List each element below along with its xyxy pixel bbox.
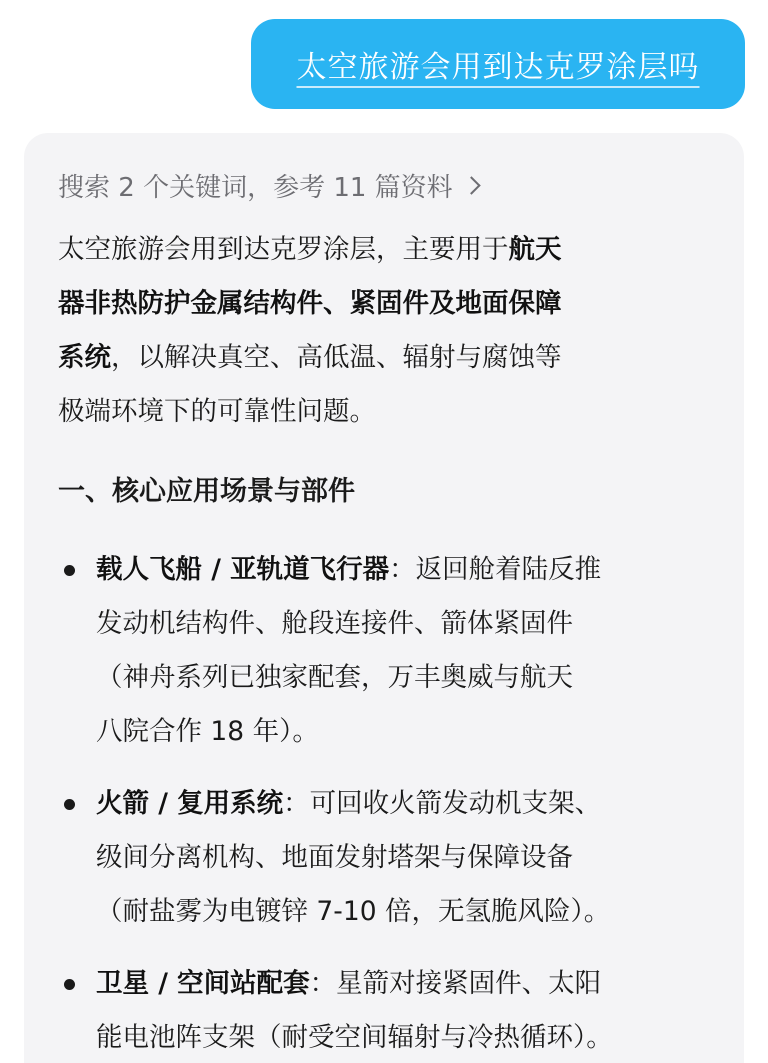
intro-text: 太空旅游会用到达克罗涂层，主要用于	[58, 234, 509, 265]
intro-bold-text: 航天	[508, 234, 562, 265]
list-item	[58, 543, 710, 759]
bullet-text: 返回舱着陆反推	[415, 554, 602, 585]
user-message-text[interactable]: 太空旅游会用到达克罗涂层吗	[296, 50, 700, 85]
list-item	[58, 957, 710, 1063]
chevron-right-icon	[462, 176, 480, 194]
list-item	[58, 777, 710, 939]
bullet-separator: ：	[389, 554, 416, 585]
bullet-text: 可回收火箭发动机支架、	[309, 788, 602, 819]
bullet-text: 发动机结构件、舱段连接件、箭体紧固件	[96, 608, 573, 639]
search-summary-text: 搜索 2 个关键词，参考 11 篇资料	[58, 172, 453, 203]
search-summary-row[interactable]	[58, 163, 710, 207]
bullet-text: 能电池阵支架（耐受空间辐射与冷热循环）。	[96, 1022, 613, 1053]
intro-bold-text: 系统	[58, 342, 111, 373]
intro-bold-text: 器非热防护金属结构件、紧固件及地面保障	[58, 288, 562, 319]
bullet-text: （神舟系列已独家配套，万丰奥威与航天	[96, 662, 573, 693]
application-bullet-list	[58, 543, 710, 1063]
intro-text: 极端环境下的可靠性问题。	[58, 396, 376, 427]
intro-text: ，以解决真空、高低温、辐射与腐蚀等	[111, 342, 562, 373]
answer-intro-paragraph	[58, 223, 710, 439]
bullet-text: （耐盐雾为电镀锌 7-10 倍，无氢脆风险）。	[96, 896, 611, 927]
bullet-dot-icon	[64, 979, 75, 990]
bullet-text: 八院合作 18 年）。	[96, 716, 319, 747]
bullet-separator: ：	[309, 968, 337, 999]
bullet-dot-icon	[64, 799, 75, 810]
section-heading: 一、核心应用场景与部件	[58, 476, 355, 507]
bullet-title: 载人飞船 / 亚轨道飞行器	[96, 554, 390, 585]
assistant-answer-card	[24, 133, 744, 1063]
bullet-separator: ：	[283, 788, 310, 819]
bullet-text: 星箭对接紧固件、太阳	[336, 968, 602, 999]
bullet-title: 卫星 / 空间站配套	[96, 968, 310, 999]
bullet-dot-icon	[64, 565, 75, 576]
user-message-bubble[interactable]	[251, 19, 745, 109]
bullet-text: 级间分离机构、地面发射塔架与保障设备	[96, 842, 573, 873]
bullet-title: 火箭 / 复用系统	[96, 788, 284, 819]
